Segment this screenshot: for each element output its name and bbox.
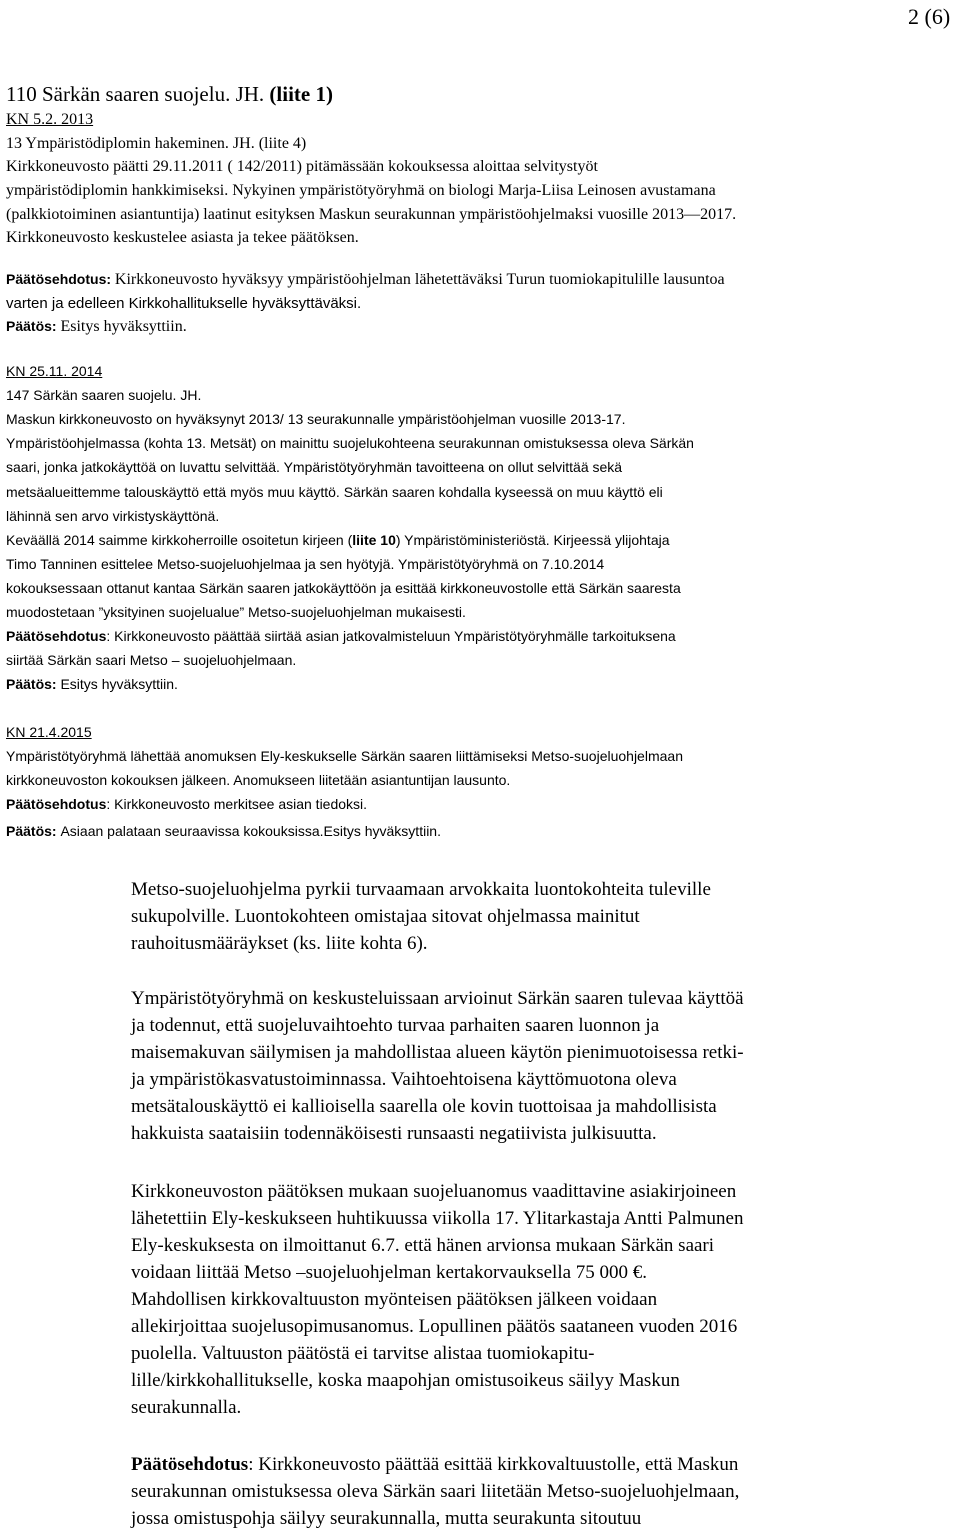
proposal-text: Kirkkoneuvosto hyväksyy ympäristöohjelman lähetettäväksi Turun tuomiokapitulille lausuntoa	[114, 271, 725, 288]
paragraph-line	[6, 532, 670, 548]
body-line: lille/kirkkohallitukselle, koska maapohjan omistusoikeus säilyy Maskun	[131, 1370, 680, 1391]
body-line: rauhoitusmääräykset (ks. liite kohta 6).	[131, 933, 428, 954]
proposal-text: : Kirkkoneuvosto päättää siirtää asian jatkovalmisteluun Ympäristötyöryhmälle tarkoituksena	[106, 628, 676, 644]
heading-text: 110 Särkän saaren suojelu. JH.	[6, 82, 270, 106]
body-line: jossa omistuspohja säilyy seurakunnalla, mutta seurakunta sitoutuu	[131, 1508, 642, 1529]
body-line: maisemakuvan säilymisen ja mahdollistaa alueen käytön pienimuotoisessa retki-	[131, 1042, 744, 1063]
body-proposal-line	[131, 1454, 738, 1476]
proposal-text-sans: varten ja edelleen Kirkkohallitukselle hyväksyttäväksi.	[6, 295, 362, 312]
paragraph-line: metsäalueittemme talouskäyttö että myös muu käyttö. Särkän saaren kohdalla kyseessä on muu käyttö eli	[6, 484, 663, 500]
liite-reference: liite 10	[352, 532, 396, 548]
paragraph-line: Ympäristötyöryhmä lähettää anomuksen Ely-keskukselle Särkän saaren liittämiseksi Metso-suojeluohjelmaan	[6, 748, 683, 764]
paragraph-line: kokouksessaan ottanut kantaa Särkän saaren jatkokäyttöön ja esittää kirkkoneuvostolle että Särkän saaresta	[6, 580, 681, 596]
body-line: voidaan liittää Metso –suojeluohjelman kertakorvauksella 75 000 €.	[131, 1262, 648, 1283]
body-line: Ely-keskuksesta on ilmoittanut 6.7. että hänen arvionsa mukaan Särkän saari	[131, 1235, 715, 1256]
paragraph-line: Timo Tanninen esittelee Metso-suojeluohjelmaa ja sen hyötyjä. Ympäristötyöryhmä on 7.10.2014	[6, 556, 605, 572]
paragraph-line: Kirkkoneuvosto päätti 29.11.2011 ( 142/2011) pitämässään kokouksessa aloittaa selvitystyöt	[6, 158, 598, 175]
decision-line	[6, 318, 187, 336]
heading-liite: (liite 1)	[269, 82, 333, 106]
proposal-label: Päätösehdotus:	[6, 271, 115, 287]
proposal-line	[6, 628, 676, 644]
text-span: Keväällä 2014 saimme kirkkoherroille osoitetun kirjeen (	[6, 532, 353, 548]
proposal-label: Päätösehdotus	[6, 628, 107, 644]
decision-line	[6, 823, 441, 839]
proposal-label: Päätösehdotus	[6, 796, 107, 812]
decision-label: Päätös:	[6, 823, 61, 839]
paragraph-line: Maskun kirkkoneuvosto on hyväksynyt 2013/ 13 seurakunnalle ympäristöohjelman vuosille 2013-17.	[6, 411, 626, 427]
proposal-label: Päätösehdotus	[131, 1454, 249, 1475]
decision-text: Asiaan palataan seuraavissa kokouksissa.Esitys hyväksyttiin.	[60, 823, 441, 839]
body-line: Metso-suojeluohjelma pyrkii turvaamaan arvokkaita luontokohteita tuleville	[131, 879, 711, 900]
paragraph-line: saari, jonka jatkokäyttöä on luvattu selvittää. Ympäristötyöryhmän tavoitteena on ollut selvittää sekä	[6, 459, 623, 475]
body-line: lähetettiin Ely-keskukseen huhtikuussa viikolla 17. Ylitarkastaja Antti Palmunen	[131, 1208, 744, 1229]
body-line: sukupolville. Luontokohteen omistajaa sitovat ohjelmassa mainitut	[131, 906, 640, 927]
page-number: 2 (6)	[908, 4, 951, 29]
body-line: ja ympäristökasvatustoiminnassa. Vaihtoehtoisena käyttömuotona oleva	[131, 1069, 677, 1090]
section-heading-147: 147 Särkän saaren suojelu. JH.	[6, 387, 202, 403]
body-line: allekirjoittaa suojelusopimusanomus. Lopullinen päätös saataneen vuoden 2016	[131, 1316, 738, 1337]
body-line: seurakunnan omistuksessa oleva Särkän saari liitetään Metso-suojeluohjelmaan,	[131, 1481, 740, 1502]
kn-date-2015: KN 21.4.2015	[6, 724, 92, 740]
text-span: Nykyinen ympäristötyöryhmä on biologi Marja-Liisa Leinosen avustamana	[232, 182, 716, 199]
body-line: ja todennut, että suojeluvaihtoehto turvaa parhaiten saaren luonnon ja	[131, 1015, 660, 1036]
body-line: puolella. Valtuuston päätöstä ei tarvitse alistaa tuomiokapitu-	[131, 1343, 595, 1364]
section-heading-110	[6, 82, 333, 107]
body-line: Kirkkoneuvoston päätöksen mukaan suojeluanomus vaadittavine asiakirjoineen	[131, 1181, 737, 1202]
proposal-text: : Kirkkoneuvosto merkitsee asian tiedoksi.	[106, 796, 368, 812]
body-line: hakkuista saataisiin todennäköisesti runsaasti negatiivista julkisuutta.	[131, 1123, 657, 1144]
decision-line	[6, 676, 178, 692]
text-span: ) Ympäristöministeriöstä. Kirjeessä ylijohtaja	[395, 532, 670, 548]
paragraph-line: kirkkoneuvoston kokouksen jälkeen. Anomukseen liitetään asiantuntijan lausunto.	[6, 772, 511, 788]
paragraph-line: (palkkiotoiminen asiantuntija) laatinut esityksen Maskun seurakunnan ympäristöohjelmaksi vuosille 2013—2017.	[6, 206, 737, 223]
body-line: Mahdollisen kirkkovaltuuston myönteisen päätöksen jälkeen voidaan	[131, 1289, 658, 1310]
body-line: Ympäristötyöryhmä on keskusteluissaan arvioinut Särkän saaren tulevaa käyttöä	[131, 988, 744, 1009]
body-line: metsätalouskäyttö ei kallioisella saarella ole kovin tuottoisaa ja mahdollisista	[131, 1096, 717, 1117]
decision-text: Esitys hyväksyttiin.	[60, 676, 178, 692]
paragraph-line: lähinnä sen arvo virkistyskäyttönä.	[6, 508, 220, 524]
body-line: seurakunnalla.	[131, 1397, 242, 1418]
proposal-text: : Kirkkoneuvosto päättää esittää kirkkovaltuustolle, että Maskun	[248, 1454, 739, 1475]
proposal-line-2: siirtää Särkän saari Metso – suojeluohjelmaan.	[6, 652, 297, 668]
kn-date-2014: KN 25.11. 2014	[6, 363, 103, 379]
kn-date-2013: KN 5.2. 2013	[6, 111, 94, 128]
item-13-heading: 13 Ympäristödiplomin hakeminen. JH. (liite 4)	[6, 135, 307, 152]
text-span: ympäristödiplomin hankkimiseksi.	[6, 182, 233, 199]
paragraph-line: muodostetaan ”yksityinen suojelualue” Metso-suojeluohjelman mukaisesti.	[6, 604, 466, 620]
paragraph-line: Ympäristöohjelmassa (kohta 13. Metsät) on mainittu suojelukohteena seurakunnan omistuksessa oleva Särkän	[6, 435, 694, 451]
decision-text: Esitys hyväksyttiin.	[60, 318, 187, 335]
paragraph-line: Kirkkoneuvosto keskustelee asiasta ja tekee päätöksen.	[6, 229, 359, 246]
decision-label: Päätös:	[6, 676, 61, 692]
proposal-line	[6, 271, 725, 289]
decision-label: Päätös:	[6, 318, 61, 334]
paragraph-line	[6, 182, 716, 200]
proposal-line	[6, 796, 367, 812]
proposal-line-2	[6, 295, 361, 313]
